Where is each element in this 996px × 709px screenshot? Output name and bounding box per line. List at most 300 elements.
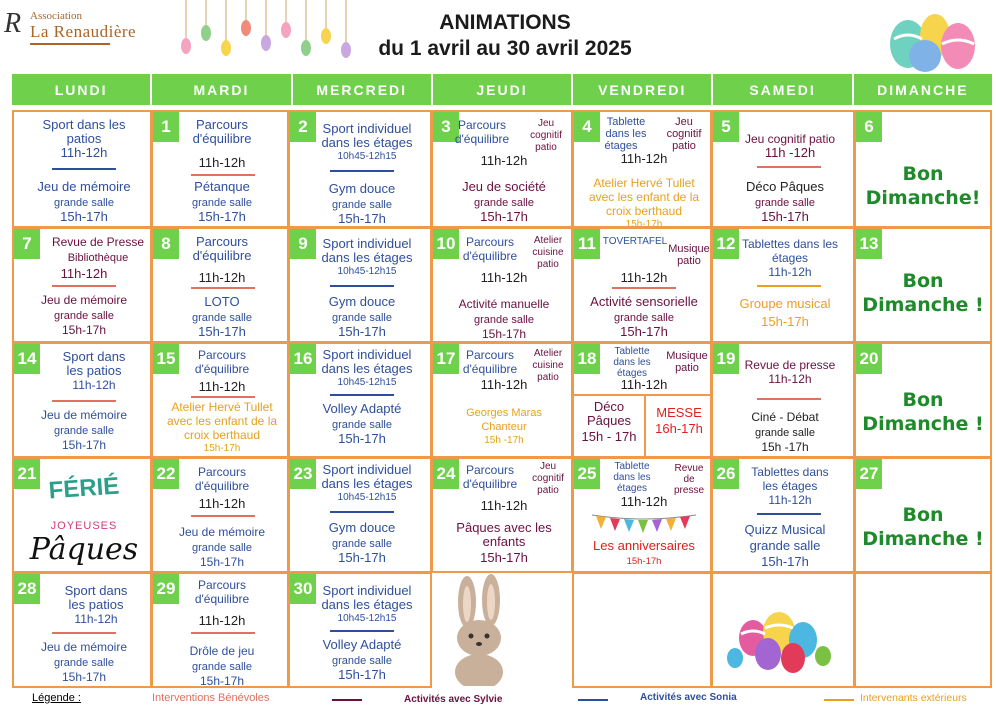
activity-text: Gym douce <box>328 294 396 309</box>
activity-time: 15h-17h <box>199 555 245 569</box>
day-cell <box>431 342 573 458</box>
activity-text: Georges Maras <box>466 407 542 419</box>
activity-time: 15h -17h <box>484 435 524 446</box>
benevoles-marker <box>52 400 116 402</box>
activity-time: 15h-17h <box>338 550 386 565</box>
activity-text: patio <box>675 362 699 374</box>
activity-time: 11h-12h <box>198 155 246 170</box>
activity-place: Bibliothèque <box>67 252 129 264</box>
day-number: 6 <box>856 112 882 142</box>
activity-time: 11h-12h <box>74 612 118 626</box>
activity-time: 15h -17h <box>761 440 809 454</box>
activity-text: d'équilibre <box>192 131 252 146</box>
activity-text: Activité sensorielle <box>590 294 698 309</box>
activity-text: presse <box>673 485 704 496</box>
activity-text: Groupe musical <box>739 296 831 311</box>
exterieurs-marker <box>757 285 821 287</box>
activity-place: grande salle <box>192 542 252 554</box>
activity-text: Sport individuel <box>322 121 412 136</box>
day-cell <box>288 572 432 688</box>
day-number: 29 <box>153 574 179 604</box>
activity-time: 15h-17h <box>761 209 809 224</box>
activity-place: grande salle <box>54 197 114 209</box>
activity-place: grande salle <box>332 312 392 324</box>
activity-text: étages <box>771 251 809 265</box>
activity-time: 15h - 17h <box>581 429 637 444</box>
activity-text: Parcours <box>465 348 515 362</box>
activity-text: patio <box>537 485 559 496</box>
activity-time: 15h-17h <box>761 554 809 569</box>
day-cell <box>288 227 432 343</box>
legend <box>30 690 990 708</box>
bunny-illustration <box>441 574 521 688</box>
activity-place: grande salle <box>474 314 534 326</box>
activity-text: étages <box>616 368 648 379</box>
activity-text: Gym douce <box>328 181 396 196</box>
activity-time: 15h-17h <box>338 324 386 339</box>
day-cell <box>854 227 992 343</box>
activity-text: Sport dans les <box>42 117 126 132</box>
day-label: LUNDI <box>12 74 152 105</box>
activity-time: 15h-17h <box>625 219 663 228</box>
easter-eggs-illustration <box>880 4 980 74</box>
day-cell <box>854 457 992 573</box>
legend-line-sonia <box>578 699 608 701</box>
day-number: 7 <box>14 229 40 259</box>
activity-text: Sport individuel <box>322 583 412 598</box>
day-number: 15 <box>153 344 179 374</box>
legend-sylvie: Activités avec Sylvie <box>404 694 503 705</box>
activity-text: patios <box>66 131 102 146</box>
association-logo <box>4 6 174 46</box>
benevoles-marker <box>191 396 255 398</box>
activity-place: grande salle <box>474 197 534 209</box>
activity-time: 10h45-12h15 <box>337 613 397 624</box>
activity-time: 15h-17h <box>61 323 107 337</box>
activity-text: Musique <box>666 350 708 362</box>
day-cell <box>711 227 855 343</box>
sonia-marker <box>757 513 821 515</box>
ferie-text: FÉRIÉ <box>47 472 121 505</box>
activity-place: grande salle <box>54 310 114 322</box>
benevoles-marker <box>52 632 116 634</box>
activity-time: 15h-17h <box>203 443 241 454</box>
sonia-marker <box>330 394 394 396</box>
activity-text: les patios <box>68 597 124 612</box>
activity-text: Activité manuelle <box>458 297 550 311</box>
divider <box>574 394 712 396</box>
activity-text: Jeu de mémoire <box>40 408 128 422</box>
benevoles-marker <box>612 287 676 289</box>
activity-text: Musique <box>668 243 710 255</box>
activity-text: Revue <box>674 463 704 474</box>
benevoles-marker <box>52 285 116 287</box>
activity-text: dans les étages <box>321 361 413 376</box>
sunday-text: Bon <box>902 163 944 185</box>
activity-text: d'équilibre <box>462 477 518 491</box>
activity-text: avec les enfant de la <box>588 190 700 204</box>
day-number: 9 <box>290 229 316 259</box>
sylvie-marker <box>52 168 116 170</box>
activity-text: d'équilibre <box>194 362 250 376</box>
day-cell <box>12 572 152 688</box>
activity-place: grande salle <box>332 199 392 211</box>
title-line1: ANIMATIONS <box>439 11 571 34</box>
day-number: 19 <box>713 344 739 374</box>
activity-text: Parcours <box>457 118 507 132</box>
activity-text: Jeu de mémoire <box>40 640 128 654</box>
activity-text: Jeu de mémoire <box>178 525 266 539</box>
day-cell <box>431 457 573 573</box>
activity-time: 11h-12h <box>620 377 668 392</box>
activity-place: grande salle <box>332 655 392 667</box>
activity-text: Gym douce <box>328 520 396 535</box>
activity-text: Tablette <box>606 116 646 128</box>
title-line2: du 1 avril au 30 avril 2025 <box>378 37 632 60</box>
day-cell <box>12 110 152 228</box>
day-number: 14 <box>14 344 40 374</box>
activity-text: cognitif <box>666 128 702 140</box>
day-number: 17 <box>433 344 459 374</box>
activity-text: Sport individuel <box>322 462 412 477</box>
day-cell <box>431 227 573 343</box>
activity-time: 11h-12h <box>198 379 246 394</box>
day-number: 16 <box>290 344 316 374</box>
activity-text: Volley Adapté <box>322 401 402 416</box>
day-cell <box>288 342 432 458</box>
activity-text: Tablette <box>614 461 650 472</box>
activity-time: 11h -12h <box>764 145 816 160</box>
day-number: 22 <box>153 459 179 489</box>
sunday-text: Bon <box>902 504 944 526</box>
activity-place: grande salle <box>54 657 114 669</box>
activity-place: grande salle <box>332 538 392 550</box>
activity-time: 11h-12h <box>620 151 668 166</box>
sunday-text: Dimanche! <box>865 187 981 209</box>
sunday-text: Dimanche ! <box>862 413 984 435</box>
activity-place: grande salle <box>54 425 114 437</box>
activity-text: MESSE <box>656 405 702 420</box>
activity-time: 15h-17h <box>61 438 107 452</box>
activity-text: Revue de presse <box>744 358 836 372</box>
activity-text: d'équilibre <box>462 249 518 263</box>
activity-text: dans les étages <box>321 476 413 491</box>
activity-text: Sport individuel <box>322 236 412 251</box>
benevoles-marker <box>191 287 255 289</box>
activity-place: grande salle <box>192 197 252 209</box>
day-cell <box>12 227 152 343</box>
activity-time: 11h-12h <box>72 378 116 392</box>
activity-time: 15h-17h <box>480 209 528 224</box>
day-number: 13 <box>856 229 882 259</box>
activity-time: 10h45-12h15 <box>337 151 397 162</box>
activity-text: de <box>683 474 695 485</box>
day-label: JEUDI <box>433 74 573 105</box>
sonia-marker <box>330 511 394 513</box>
activity-time: 15h-17h <box>198 209 246 224</box>
activity-text: LOTO <box>204 294 240 309</box>
activity-time: 11h-12h <box>620 494 668 509</box>
day-label: MERCREDI <box>293 74 433 105</box>
day-number: 8 <box>153 229 179 259</box>
activity-text: patio <box>537 372 559 383</box>
day-number: 21 <box>14 459 40 489</box>
activity-time: 15h-17h <box>620 324 668 339</box>
day-number: 11 <box>574 229 600 259</box>
activity-time: 11h-12h <box>198 613 246 628</box>
activity-text: Déco Pâques <box>745 179 825 194</box>
day-number: 5 <box>713 112 739 142</box>
day-cell <box>711 110 855 228</box>
activity-time: 11h-12h <box>620 270 668 285</box>
activity-text: Pétanque <box>194 179 250 194</box>
activity-time: 15h-17h <box>61 670 107 684</box>
activity-time: 15h-17h <box>481 327 527 341</box>
activity-text: Volley Adapté <box>322 637 402 652</box>
legend-sonia: Activités avec Sonia <box>640 692 737 703</box>
activity-text: Pâques avec les <box>456 520 552 535</box>
day-number: 28 <box>14 574 40 604</box>
activity-time: 11h-12h <box>480 270 528 285</box>
benevoles-marker <box>191 632 255 634</box>
day-cell <box>572 110 712 228</box>
activity-time: 11h-12h <box>198 270 246 285</box>
logo-underline <box>30 43 110 45</box>
activity-text: Jeu cognitif patio <box>744 132 836 146</box>
activity-text: Tablettes dans les <box>741 237 839 251</box>
day-number: 18 <box>574 344 600 374</box>
activity-time: 15h-17h <box>626 556 662 567</box>
sunday-text: Dimanche ! <box>862 294 984 316</box>
easter-greeting: Pâques <box>29 532 139 567</box>
logo-line2: La Renaudière <box>30 22 137 41</box>
activity-time: 11h-12h <box>768 372 812 386</box>
activity-place: grande salle <box>192 661 252 673</box>
activity-time: 11h-12h <box>480 377 528 392</box>
legend-title: Légende : <box>32 692 81 704</box>
sonia-marker <box>330 285 394 287</box>
day-number: 24 <box>433 459 459 489</box>
sonia-marker <box>330 630 394 632</box>
activity-text: d'équilibre <box>462 362 518 376</box>
activity-text: dans les étages <box>321 597 413 612</box>
day-cell <box>572 342 712 458</box>
activity-text: Atelier Hervé Tullet <box>171 400 273 414</box>
day-number: 25 <box>574 459 600 489</box>
activity-time: 11h-12h <box>480 153 528 168</box>
activity-text: dans les étages <box>321 250 413 265</box>
activity-time: 10h45-12h15 <box>337 492 397 503</box>
activity-time: 10h45-12h15 <box>337 266 397 277</box>
activity-time: 15h-17h <box>338 667 386 682</box>
activity-text: Revue de Presse <box>51 235 145 249</box>
activity-text: Jeu <box>539 461 557 472</box>
legend-line-exterieurs <box>824 699 854 701</box>
day-cell <box>431 110 573 228</box>
activity-text: Tablettes dans <box>751 465 829 479</box>
activity-time: 11h-12h <box>768 493 812 507</box>
benevoles-marker <box>757 166 821 168</box>
activity-time: 10h45-12h15 <box>337 377 397 388</box>
day-number: 12 <box>713 229 739 259</box>
benevoles-marker <box>191 515 255 517</box>
day-number: 4 <box>574 112 600 142</box>
activity-text: Parcours <box>197 348 247 362</box>
activity-place: grande salle <box>749 538 821 553</box>
activity-text: Pâques <box>586 413 632 428</box>
activity-text: dans les étages <box>321 135 413 150</box>
bunting-decoration <box>592 513 696 535</box>
day-cell <box>711 457 855 573</box>
day-cell <box>151 572 289 688</box>
easter-eggs-pile-illustration <box>713 588 853 688</box>
activity-place: grande salle <box>755 197 815 209</box>
activity-text: Parcours <box>195 234 249 249</box>
day-number: 23 <box>290 459 316 489</box>
activity-text: d'équilibre <box>194 592 250 606</box>
day-cell <box>151 110 289 228</box>
activity-time: 11h-12h <box>480 498 528 513</box>
activity-text: Jeu de mémoire <box>37 179 131 194</box>
day-cell <box>711 342 855 458</box>
activity-text: avec les enfant de la <box>166 414 278 428</box>
page-title <box>330 10 680 62</box>
activity-place: grande salle <box>614 312 674 324</box>
activity-text: patio <box>537 259 559 270</box>
activity-text: TOVERTAFEL <box>602 236 668 247</box>
day-cell <box>151 227 289 343</box>
activity-time: 16h-17h <box>655 421 703 436</box>
activity-text: enfants <box>482 534 526 549</box>
activity-text: étages <box>604 140 638 152</box>
activity-text: dans les <box>605 128 647 140</box>
activity-time: 15h-17h <box>199 674 245 688</box>
activity-text: Parcours <box>465 235 515 249</box>
activity-text: cognitif <box>532 473 564 484</box>
activity-time: 11h-12h <box>60 145 108 160</box>
sonia-marker <box>330 170 394 172</box>
activity-text: étages <box>616 483 648 494</box>
day-cell <box>288 110 432 228</box>
logo-line1: Association <box>30 10 82 22</box>
activity-time: 11h-12h <box>768 265 812 279</box>
activity-text: Sport dans <box>62 349 126 364</box>
empty-cell <box>572 572 712 688</box>
activity-text: d'équilibre <box>194 479 250 493</box>
day-cell <box>12 342 152 458</box>
day-label: DIMANCHE <box>877 81 969 98</box>
activity-time: 15h-17h <box>761 314 809 329</box>
activity-text: Quizz Musical <box>744 522 826 537</box>
activity-text: Jeu de société <box>462 179 546 194</box>
activity-time: 11h-12h <box>198 496 246 511</box>
activity-text: Jeu <box>537 118 555 129</box>
activity-text: dans les <box>613 472 651 483</box>
day-number: 27 <box>856 459 882 489</box>
day-cell <box>151 457 289 573</box>
day-number: 20 <box>856 344 882 374</box>
activity-text: cognitif <box>530 130 562 141</box>
empty-cell <box>431 572 573 688</box>
day-cell <box>12 457 152 573</box>
day-number: 10 <box>433 229 459 259</box>
logo-monogram: R <box>4 8 22 39</box>
legend-exterieurs: Intervenants extérieurs <box>860 692 967 704</box>
activity-text: les étages <box>762 479 818 493</box>
activity-place: grande salle <box>755 427 815 439</box>
activity-text: Chanteur <box>481 421 527 433</box>
activity-text: Drôle de jeu <box>189 644 255 658</box>
day-label: VENDREDI <box>573 74 713 105</box>
day-cell <box>572 227 712 343</box>
activity-text: croix berthaud <box>183 428 261 442</box>
activity-text: Parcours <box>195 117 249 132</box>
activity-text: Ciné - Débat <box>751 410 819 424</box>
activity-place: grande salle <box>332 419 392 431</box>
activity-text: croix berthaud <box>605 204 683 218</box>
activity-text: Atelier <box>533 235 563 246</box>
day-number: 30 <box>290 574 316 604</box>
day-cell <box>151 342 289 458</box>
activity-text: Sport individuel <box>322 347 412 362</box>
day-number: 1 <box>153 112 179 142</box>
activity-text: cuisine <box>532 247 564 258</box>
activity-text: Jeu de mémoire <box>40 293 128 307</box>
activity-text: les patios <box>66 363 122 378</box>
activity-text: Tablette <box>614 346 650 357</box>
activity-place: grande salle <box>192 312 252 324</box>
activity-text: d'équilibre <box>454 132 510 146</box>
legend-benevoles: Interventions Bénévoles <box>152 692 270 704</box>
easter-greeting: JOYEUSES <box>50 520 118 532</box>
activity-text: Atelier <box>533 348 563 359</box>
day-label: MARDI <box>152 74 292 105</box>
activity-text: Parcours <box>197 465 247 479</box>
legend-line-sylvie <box>332 699 362 701</box>
sunday-text: Bon <box>902 270 944 292</box>
day-label: SAMEDI <box>713 74 853 105</box>
activity-time: 15h-17h <box>480 550 528 565</box>
day-number: 2 <box>290 112 316 142</box>
activity-text: Jeu <box>675 116 693 128</box>
activity-text: Parcours <box>465 463 515 477</box>
day-cell <box>854 110 992 228</box>
activity-text: Sport dans <box>64 583 128 598</box>
activity-time: 15h-17h <box>198 324 246 339</box>
benevoles-marker <box>757 398 821 400</box>
day-cell <box>572 457 712 573</box>
activity-text: dans les <box>613 357 651 368</box>
activity-text: Atelier Hervé Tullet <box>593 176 695 190</box>
day-number: 26 <box>713 459 739 489</box>
activity-text: d'équilibre <box>192 248 252 263</box>
activity-text: cuisine <box>532 360 564 371</box>
sunday-text: Dimanche ! <box>862 528 984 550</box>
activity-time: 15h-17h <box>338 211 386 226</box>
activity-text: patio <box>672 140 696 152</box>
weekday-header <box>12 74 992 105</box>
day-cell <box>288 457 432 573</box>
activity-time: 15h-17h <box>338 431 386 446</box>
sunday-text: Bon <box>902 389 944 411</box>
activity-text: Les anniversaires <box>593 538 695 553</box>
calendar-grid <box>12 110 992 690</box>
activity-text: patio <box>535 142 557 153</box>
day-cell <box>854 342 992 458</box>
empty-cell <box>854 572 992 688</box>
benevoles-marker <box>191 174 255 176</box>
day-number: 3 <box>433 112 459 142</box>
